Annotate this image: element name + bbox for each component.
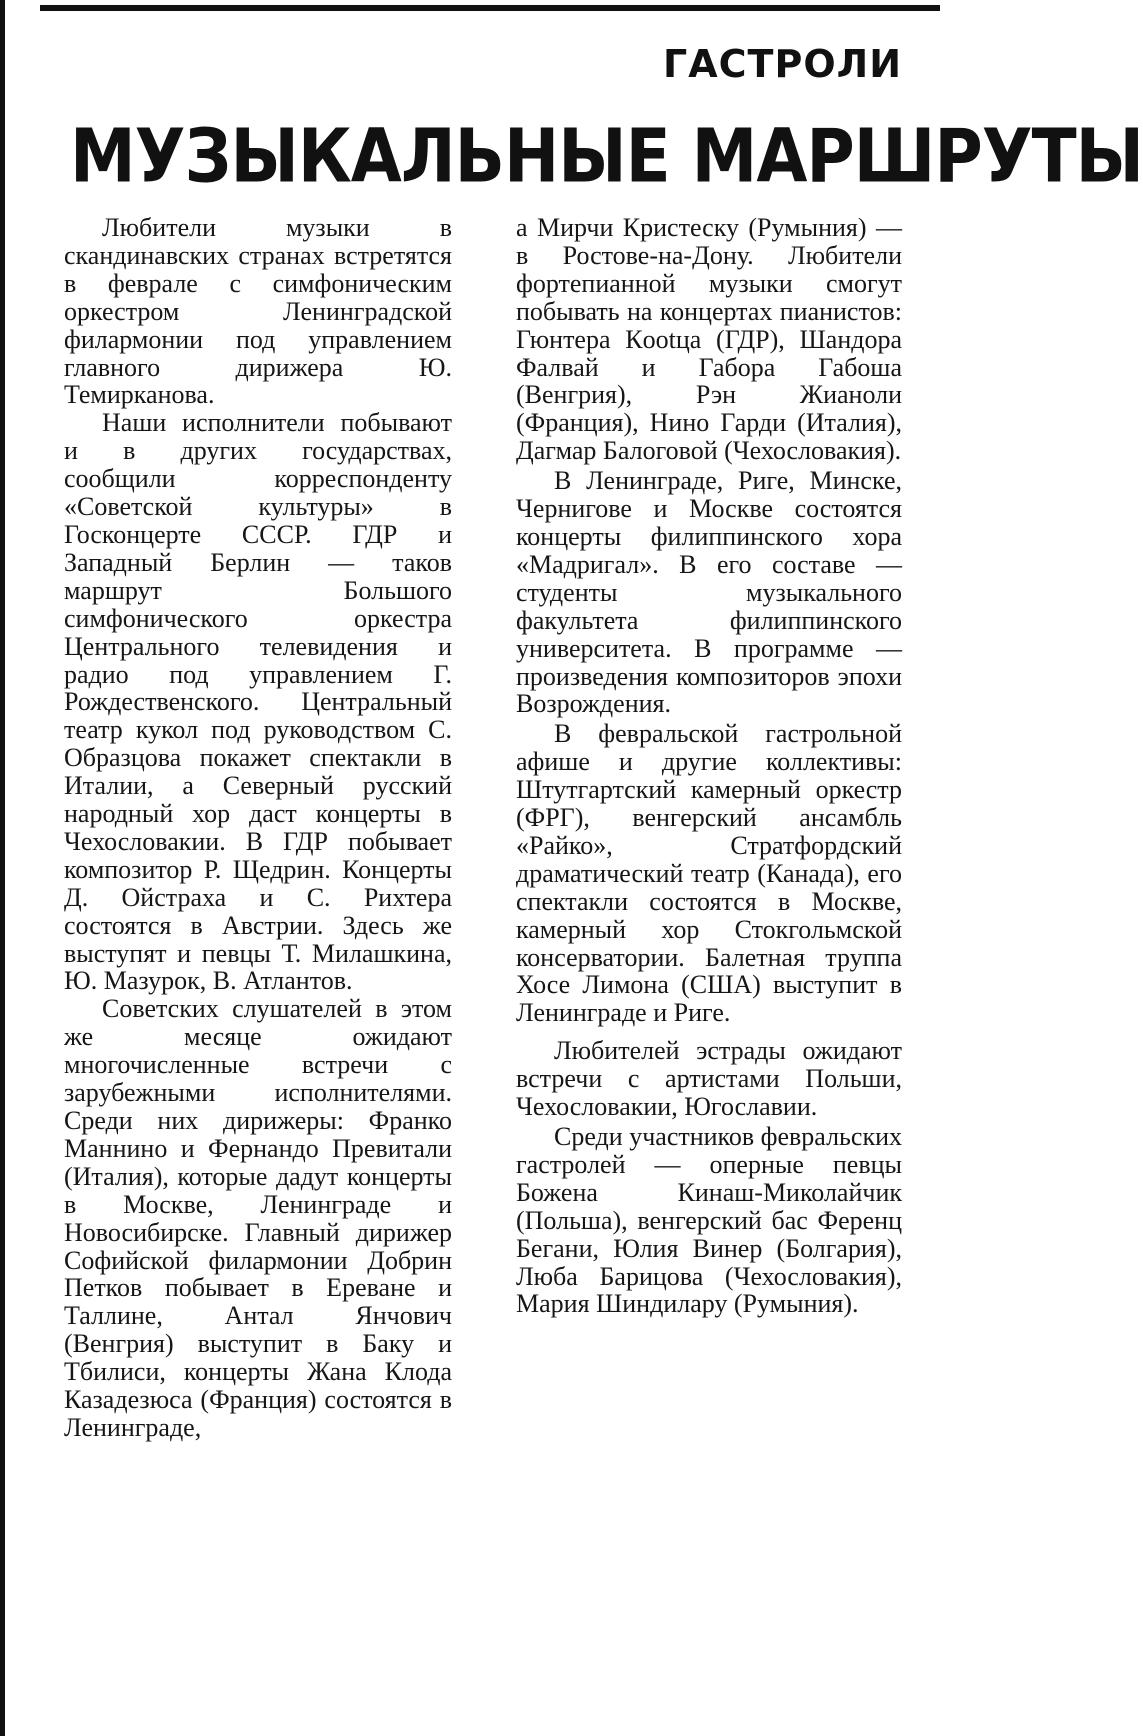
paragraph-pianists: а Мирчи Кристеску (Румыния) — в Ростове-на-Дону. Любители фортепианной музыки смогут побывать на концертах пианистов: Гюнтера Кootца (ГДР), Шандора Фалвай и Габора Габоша (Венгрия), Рэн Жианоли (Франция), Нино Гарди (Италия), Дагмар Балоговой (Чехословакия). (516, 213, 902, 466)
paragraph-foreign-guests: Советских слушателей в этом же месяце ожидают многочисленные встречи с зарубежными исполнителями. Среди них дирижеры: Франко Маннино и Фернандо Превитали (Италия), которые дадут концерты в Москве, Ленинграде и Новосибирске. Главный дирижер Софийской филармонии Добрин Петков побывает в Ереване и Таллине, Антал Янчович (Венгрия) выступит в Баку и Тбилиси, концерты Жана Клода Казадезюса (Франция) состоятся в Ленинграде, (64, 994, 452, 1442)
paragraph-opera-singers: Среди участников февральских гастролей — оперные певцы Божена Кинаш-Миколайчик (Польша), венгерский бас Ференц Бегани, Юлия Винер (Болгария), Люба Барицова (Чехословакия), Мария Шиндилару (Румыния). (516, 1122, 902, 1319)
paragraph-our-performers: Наши исполнители побывают и в других государствах, сообщили корреспонденту «Советской культуры» в Госконцерте СССР. ГДР и Западный Берлин — таков маршрут Большого симфонического оркестра Центрального телевидения и радио под управлением Г. Рождественского. Центральный театр кукол под руководством С. Образцова покажет спектакли в Италии, а Северный русский народный хор даст концерты в Чехословакии. В ГДР побывает композитор Р. Щедрин. Концерты Д. Ойстраха и С. Рихтера состоятся в Австрии. Здесь же выступят и певцы Т. Милашкина, Ю. Мазурок, В. Атлантов. (64, 408, 452, 996)
article-column-right (516, 214, 902, 1318)
article-column-left (64, 214, 452, 1442)
paragraph-estrada: Любителей эстрады ожидают встречи с артистами Польши, Чехословакии, Югославии. (516, 1036, 902, 1122)
paragraph-madrigal-choir: В Ленинграде, Риге, Минске, Чернигове и Москве состоятся концерты филиппинского хора «Мадригал». В его составе — студенты музыкального факультета филиппинского университета. В программе — произведения композиторов эпохи Возрождения. (516, 466, 902, 719)
article-headline: МУЗЫКАЛЬНЫЕ МАРШРУТЫ (70, 113, 1143, 200)
frame-left-rule (0, 0, 5, 1736)
frame-top-rule (40, 5, 940, 11)
paragraph-scandinavia: Любители музыки в скандинавских странах встретятся в феврале с симфоническим оркестром Ленинградской филармонии под управлением главного дирижера Ю. Темирканова. (64, 213, 452, 410)
rubric-label: ГАСТРОЛИ (663, 42, 902, 86)
paragraph-february-collectives: В февральской гастрольной афише и другие коллективы: Штутгартский камерный оркестр (ФРГ), венгерский ансамбль «Райко», Стратфордский драматический театр (Канада), его спектакли состоятся в Москве, камерный хор Стокгольмской консерватории. Балетная труппа Хосе Лимона (США) выступит в Ленинграде и Риге. (516, 719, 902, 1028)
